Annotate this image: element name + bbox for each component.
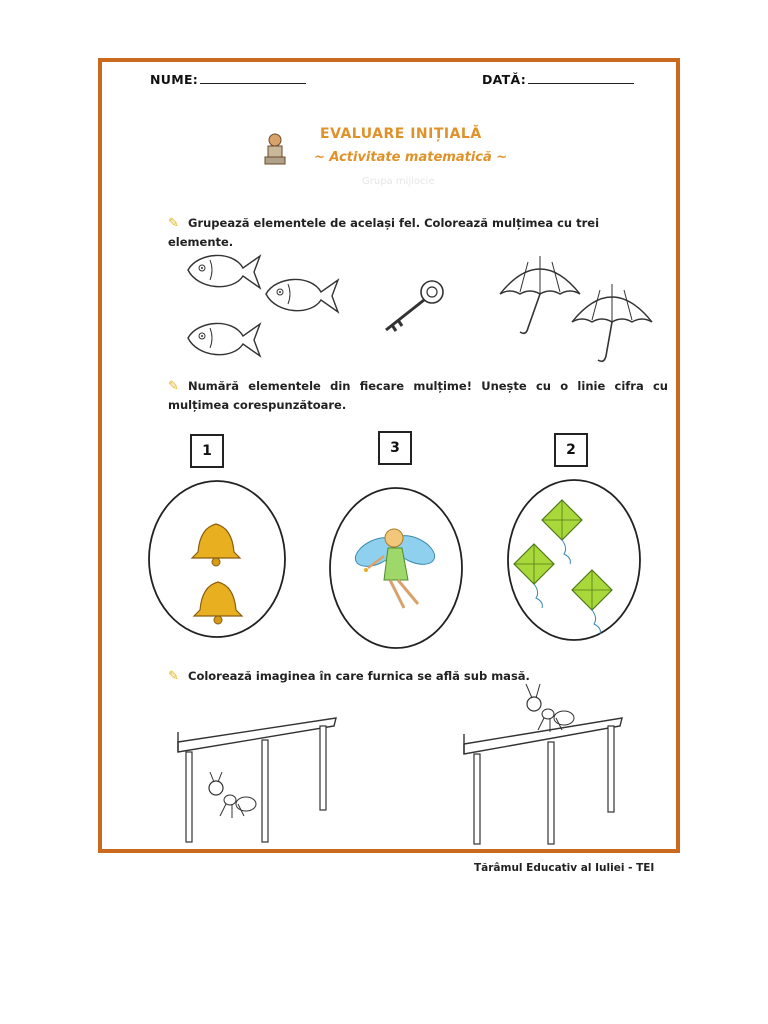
number-box-1[interactable]: 1 <box>190 434 224 468</box>
illustrations <box>102 62 684 857</box>
task-3-text: Colorează imaginea în care furnica se află sub masă. <box>188 669 530 683</box>
star-pencil-icon: ✎ <box>168 379 179 394</box>
worksheet-frame <box>98 58 680 853</box>
star-pencil-icon: ✎ <box>168 216 179 231</box>
group-label: Grupa mijlocie <box>362 176 435 187</box>
fish-icon[interactable] <box>188 323 260 356</box>
footer-credit: Tărâmul Educativ al Iuliei - TEI <box>474 862 655 874</box>
number-box-3[interactable]: 3 <box>378 431 412 465</box>
fish-icon[interactable] <box>266 279 338 312</box>
umbrella-icon[interactable] <box>500 256 580 333</box>
table-ant-under[interactable] <box>178 718 336 842</box>
fish-icon[interactable] <box>188 255 260 288</box>
table-ant-on-top[interactable] <box>464 684 622 844</box>
page-title: EVALUARE INIȚIALĂ <box>320 126 482 142</box>
key-icon[interactable] <box>386 281 443 331</box>
task-1-text: Grupează elementele de același fel. Colorează mulțimea cu trei elemente. <box>168 216 600 249</box>
number-box-2[interactable]: 2 <box>554 433 588 467</box>
ant-icon <box>526 684 574 732</box>
ant-icon <box>209 772 256 818</box>
star-pencil-icon: ✎ <box>168 669 179 684</box>
page-subtitle: ~ Activitate matematică ~ <box>314 150 508 165</box>
name-label: NUME: <box>150 72 199 87</box>
umbrella-icon[interactable] <box>572 284 652 361</box>
task-2-text: Numără elementele din fiecare mulțime! Unește cu o linie cifra cu mulțimea corespunzătoare. <box>168 379 668 412</box>
date-label: DATĂ: <box>482 72 527 87</box>
